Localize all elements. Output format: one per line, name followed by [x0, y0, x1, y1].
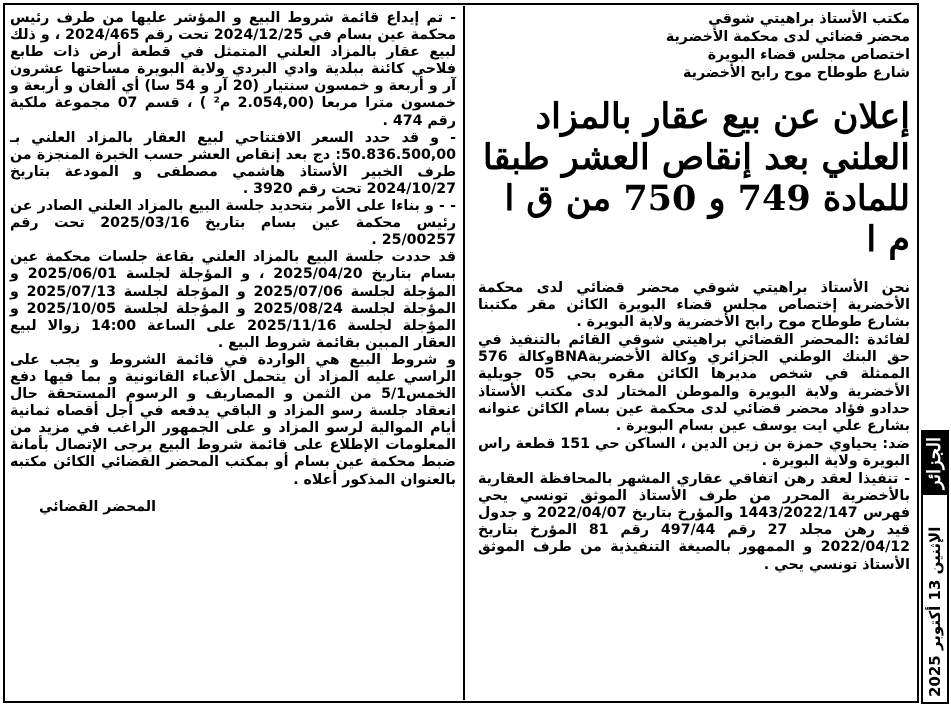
deposit-paragraph: - تم إيداع قائمة شروط البيع و المؤشر عليها من طرف رئيس محكمة عين بسام في 2024/12/25 تحت رقم 2024/465 ، و ذلك لبيع عقار بالمزاد العلني المتمثل في قطعة أرض ذات طابع فلاحي كائنة ببلدية وادي البردي ولاية البويرة مساحتها عشرون آر و أربعة و خمسون سنتيار (20 آر و 54 سا) أي ألفان و أربعة و خمسون مترا مربعا (2.054,00 م² ) ، قسم 07 مجموعة ملكية رقم 474 . [10, 10, 457, 129]
newspaper-logo: الجزائر [923, 431, 947, 495]
defendant-paragraph: ضد: يحياوي حمزة بن زين الدين ، الساكن حي 151 قطعة راس البويرة ولاية البويرة . [478, 435, 910, 469]
intro-block [478, 280, 910, 574]
execution-paragraph: - تنفيذا لعقد رهن اتفاقي عقاري المشهر بالمحافظة العقارية بالأخضرية المحرر من طرف الأستاذ الموثق تونسي يحي فهرس 1443/2022/147 والمؤرخ بتاريخ 2022/04/07 و جدول قيد رهن مجلد 27 رقم 497/44 رقم 81 المؤرخ بتاريخ 2022/04/12 و الممهور بالصيغة التنفيذية من طرف الموثق الأستاذ تونسي يحي . [478, 471, 911, 573]
beneficiary-paragraph: لفائدة :المحضر القضائي براهيتي شوقي القائم بالتنفيذ في حق البنك الوطني الجزائري وكالة الأخضريةBNAوكالة 576 الممثلة في شخص مديرها الكائن مقره بحي 05 جويلية الأخضرية ولاية البويرة والموطن المختار لدى مكتب الأستاذ حدادو فؤاد محضر قضائي لدى محكمة عين بسام الكائن عنوانه بشارع علي ايت يوسف عين بسام البويرة . [478, 332, 910, 434]
announcement-headline: إعلان عن بيع عقار بالمزاد العلني بعد إنقاص العشر طبقا للمادة 749 و 750 من ق ا م ا [482, 96, 910, 260]
newspaper-sidebar [921, 430, 949, 704]
office-title: محضر قضائي لدى محكمة الأخضرية [665, 29, 910, 45]
signature: المحضر القضائي [38, 498, 156, 515]
conditions-paragraph: و شروط البيع هي الواردة في قائمة الشروط و يجب على الراسي عليه المزاد أن يتحمل الأعباء القانونية و بما فيها دفع الخمس5/1 من الثمن و المصاريف و الرسوم المستحقة حال انعقاد جلسة رسو المزاد و الباقي يدفعه في أجل أقصاه ثمانية أيام الموالية لرسو المزاد و على الجمهور الراغب في مزيد من المعلومات الإطلاع على قائمة شروط البيع يرجى الإتصال بأمانة ضبط محكمة عين بسام أو بمكتب المحضر القضائي الكائن مكتبه بالعنوان المذكور أعلاه . [10, 351, 456, 488]
office-jurisdiction: اختصاص مجلس قضاء البويرة [707, 47, 910, 63]
right-column [478, 10, 910, 575]
session-paragraph: قد حددت جلسة البيع بالمزاد العلني بقاعة جلسات محكمة عين بسام بتاريخ 2025/04/20 ، و المؤجلة لجلسة 2025/06/01 و المؤجلة لجلسة 2025/07/06 و المؤجلة لجلسة 2025/07/13 و المؤجلة لجلسة 2025/08/24 و المؤجلة لجلسة 2025/10/05 و المؤجلة لجلسة 2025/11/16 على الساعة 14:00 زوالا لبيع العقار المبين بقائمة شروط البيع . [10, 249, 457, 351]
issue-date: الإثنين 13 أكتوبر 2025 [926, 526, 944, 697]
left-column [10, 10, 456, 516]
office-address: شارع طوطاح موح رابح الأخضرية [683, 65, 910, 81]
column-divider [463, 6, 465, 700]
office-header [478, 10, 910, 82]
office-name: مكتب الأستاذ براهيتي شوقي [708, 11, 910, 27]
order-paragraph: - - و بناءا على الأمر بتحديد جلسة البيع بالمزاد العلني الصادر عن رئيس محكمة عين بسام بتاريخ 2025/03/16 تحت رقم 25/00257 . [10, 198, 456, 249]
intro-paragraph: نحن الأستاذ براهيتي شوقي محضر قضائي لدى محكمة الأخضرية إختصاص مجلس قضاء البويرة الكائن مقر مكتبنا بشارع طوطاح موح رابح الأخضرية ولاية البويرة . [478, 280, 910, 331]
price-paragraph: - و قد حدد السعر الافتتاحي لبيع العقار بالمزاد العلني بـ 50.836.500,00: دج بعد إنقاص العشر حسب الخبرة المنجزة من طرف الخبير الأستاذ هاشمي مصطفى و المودعة بتاريخ 2024/10/27 تحت رقم 3920 . [10, 129, 456, 197]
